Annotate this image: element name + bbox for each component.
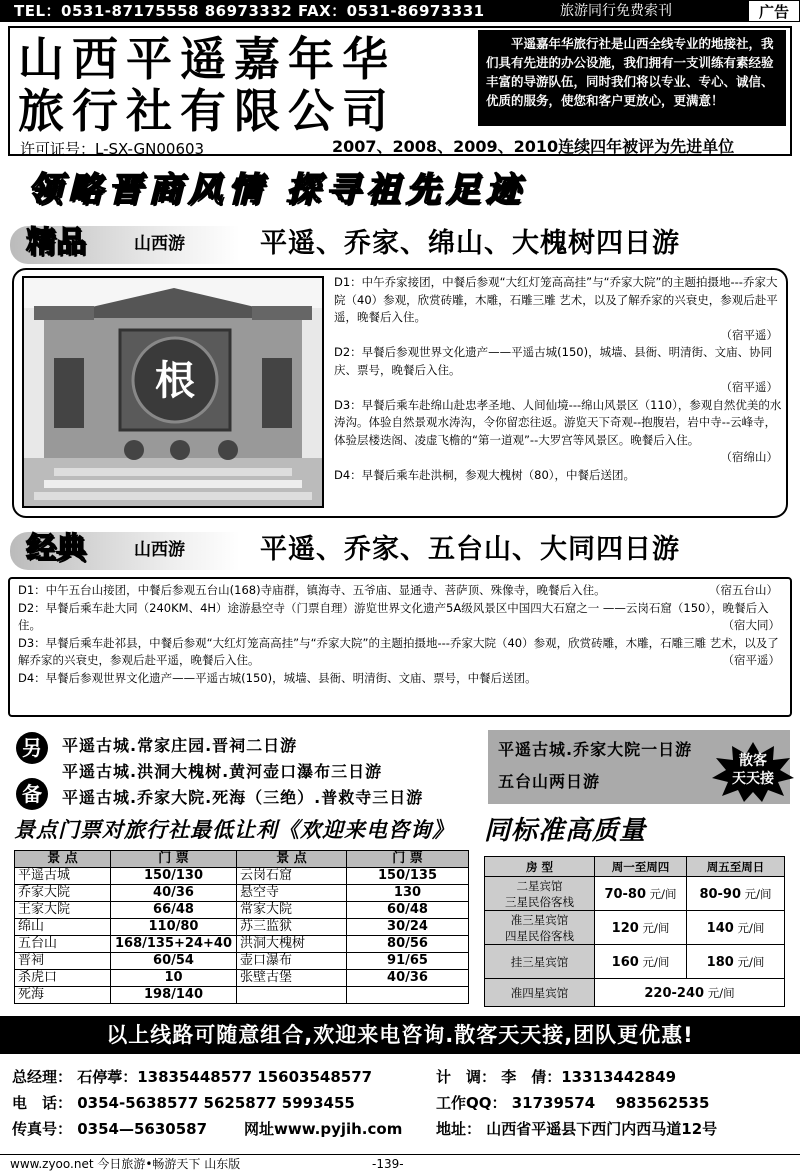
qq-label: 工作QQ： [436,1094,507,1112]
day-stay: （宿大同） [722,618,780,632]
section2-header [10,528,790,572]
contact-address [436,1116,717,1142]
contact-calc [436,1064,676,1090]
spot-name: 张壁古堡 [237,970,347,987]
price-value: 140 [706,920,734,936]
price-unit: 元/间 [707,985,735,1000]
ad-label: 广告 [748,0,800,22]
hotel-row [485,877,785,911]
col-price: 门 票 [347,851,469,868]
ticket-row [15,868,469,885]
section2-title: 平遥、乔家、五台山、大同四日游 [260,534,680,565]
col-spot: 景 点 [15,851,111,868]
hotel-row [485,911,785,945]
company-name-line2: 旅行社有限公司 [18,84,396,138]
company-intro: 平遥嘉年华旅行社是山西全线专业的地接社，我们具有先进的办公设施，我们拥有一支训练有素经验丰富的导游队伍，同时我们将以专业、专心、诚信、优质的服务，使您和客户更放心，更满意！ [478,30,786,126]
room-type-line: 挂三星宾馆 [510,954,569,969]
page-footer [0,1154,800,1172]
day-text: D2：早餐后乘车赴大同（240KM、4H）途游悬空寺（门票自理）游览世界文化遗产5A级风景区中国四大石窟之一 ——云岗石窟（150），晚餐后入住。 [18,600,769,632]
contact-qq [436,1090,709,1116]
ticket-price: 66/48 [111,902,237,919]
day-text: D4：早餐后参观世界文化遗产——平遥古城(150)，城墙、县衙、明清街、文庙、票号，中餐后送团。 [18,670,537,685]
gm-value: 石停葶：13835448577 15603548577 [77,1068,373,1086]
fax-label: 传真号： [12,1120,73,1138]
spot-name: 苏三监狱 [237,919,347,936]
section1-badge-sub: 山西游 [134,234,185,254]
price-unit: 元/间 [642,954,670,969]
price-value: 120 [611,920,639,936]
spot-name: 杀虎口 [15,970,111,987]
ticket-row [15,987,469,1004]
ticket-body [15,868,469,1004]
footer-site: www.zyoo.net 今日旅游•畅游天下 山东版 [10,1157,241,1171]
weekend-price [687,911,785,945]
ticket-price: 60/54 [111,953,237,970]
day-stay: （宿平遥） [722,653,780,667]
room-type [485,945,595,979]
contact-gm [12,1064,372,1090]
ticket-price: 130 [347,885,469,902]
ticket-price [347,987,469,1004]
top-bar [0,0,800,22]
day-text: D1：中午乔家接团，中餐后参观“大红灯笼高高挂”与“乔家大院”的主题拍摄地---乔家大院（40）参观，欣赏砖雕，木雕，石雕三雕 艺术，以及了解乔家的兴衰史，参观后赴平遥，晚餐后入住。 [334,275,778,324]
index-label: 旅游同行免费索刊 [560,3,672,19]
section2-badge: 经典 [26,531,86,566]
ticket-row [15,936,469,953]
day-text: D3：早餐后乘车赴绵山赴忠孝圣地、人间仙境---绵山风景区（110），参观自然优美的水涛沟。体验自然景观水涛沟，令你留恋往返。游览天下奇观--抱腹岩，岩中寺--云峰寺，体验层楼迭阁、凌虚飞檐的“第一道观”--大罗宫等风景区。晚餐后入住。 [334,397,782,447]
room-type [485,877,595,911]
spot-name: 平遥古城 [15,868,111,885]
burst-line: 天天接 [732,771,774,787]
spot-name: 死海 [15,987,111,1004]
tel-value: 0354-5638577 5625877 5993455 [77,1094,355,1112]
spot-name: 悬空寺 [237,885,347,902]
ticket-price: 40/36 [347,970,469,987]
ticket-price: 198/140 [111,987,237,1004]
extra-tour: 平遥古城.洪洞大槐树.黄河壶口瀑布三日游 [62,762,383,781]
section1-badge: 精品 [26,225,86,260]
price-unit: 元/间 [642,920,670,935]
burst-line: 散客 [739,753,767,769]
room-type-line: 三星民俗客栈 [505,894,574,909]
day-stay: （宿平遥） [720,380,778,394]
ticket-price: 150/130 [111,868,237,885]
weekday-price [595,911,687,945]
quality-heading: 同标准高质量 [484,816,647,846]
mark-ling: 另 [16,732,48,764]
ticket-row [15,902,469,919]
itinerary-day [334,344,784,397]
combined-price [595,979,785,1007]
web-value[interactable]: www.pyjih.com [274,1120,403,1138]
starburst-badge [712,742,794,802]
slogan: 领略晋商风情 探寻祖先足迹 [28,170,526,210]
itinerary-day [334,467,784,485]
col-price: 门 票 [111,851,237,868]
award-text: 2007、2008、2009、2010连续四年被评为先进单位 [332,137,735,156]
price-value: 220-240 [644,985,705,1001]
itinerary-day [334,397,784,467]
price-value: 160 [611,954,639,970]
itinerary-day [18,600,786,635]
itinerary-day [334,274,784,344]
addr-label: 地址： [436,1120,482,1138]
col-spot: 景 点 [237,851,347,868]
page-number: -139- [372,1157,404,1171]
section1-itinerary [334,274,784,484]
hotel-table [484,856,785,1007]
col-weekend: 周五至周日 [687,857,785,877]
ticket-price: 150/135 [347,868,469,885]
ticket-price: 80/56 [347,936,469,953]
header-contact: TEL：0531-87175558 86973332 FAX：0531-86973331 [14,2,485,20]
price-value: 180 [706,954,734,970]
day-stay: （宿绵山） [720,450,778,464]
weekday-price [595,877,687,911]
ticket-price: 60/48 [347,902,469,919]
price-value: 80-90 [699,886,742,902]
day-stay: （宿平遥） [720,327,778,342]
weekend-price [687,945,785,979]
ticket-row [15,970,469,987]
section2-badge-sub: 山西游 [134,540,185,560]
contact-fax [12,1116,207,1142]
day-text: D1：中午五台山接团，中餐后参观五台山(168)寺庙群，镇海寺、五爷庙、显通寺、菩萨顶、殊像寺，晚餐后入住。 [18,583,606,597]
hotel-row [485,979,785,1007]
spot-name [237,987,347,1004]
calc-label: 计 调： [436,1068,497,1086]
addr-value: 山西省平遥县下西门内西马道12号 [486,1120,718,1138]
room-type: 准四星宾馆 [485,979,595,1007]
itinerary-day [18,670,786,688]
section1-title: 平遥、乔家、绵山、大槐树四日游 [260,228,680,259]
ticket-header-row [15,851,469,868]
promo-banner: 以上线路可随意组合,欢迎来电咨询.散客天天接,团队更优惠! [0,1016,800,1054]
ticket-price: 168/135+24+40 [111,936,237,953]
ticket-table [14,850,469,1004]
day-text: D4：早餐后乘车赴洪桐，参观大槐树（80），中餐后送团。 [334,467,636,482]
calc-value: 李 倩：13313442849 [501,1068,677,1086]
ticket-row [15,953,469,970]
mark-bei: 备 [16,778,48,810]
web-label: 网址 [244,1120,275,1138]
room-type-line: 准三星宾馆 [510,912,569,927]
spot-name: 洪洞大槐树 [237,936,347,953]
temple-photo-illustration [24,278,322,506]
oneday-tour: 平遥古城.乔家大院一日游 [498,740,693,759]
hotel-row [485,945,785,979]
spot-name: 乔家大院 [15,885,111,902]
spot-name: 五台山 [15,936,111,953]
ticket-table-wrap [14,850,469,1004]
day-text: D3：早餐后乘车赴祁县，中餐后参观“大红灯笼高高挂”与“乔家大院”的主题拍摄地---乔家大院（40）参观，欣赏砖雕，木雕，石雕三雕 艺术，以及了解乔家的兴衰史，参观后赴平遥，晚餐后入住。 [18,635,779,667]
weekday-price [595,945,687,979]
price-unit: 元/间 [737,954,765,969]
spot-name: 常家大院 [237,902,347,919]
ticket-price: 30/24 [347,919,469,936]
itinerary-day [18,582,786,600]
room-type-line: 四星民俗客栈 [505,928,574,943]
col-room-type: 房 型 [485,857,595,877]
ticket-price: 110/80 [111,919,237,936]
extra-tour: 平遥古城.乔家大院.死海（三绝）.普救寺三日游 [62,788,424,807]
spot-name: 王家大院 [15,902,111,919]
weekend-price [687,877,785,911]
ticket-row [15,885,469,902]
company-name-line1: 山西平遥嘉年华 [18,32,396,86]
oneday-tour: 五台山两日游 [498,772,601,791]
hotel-body [485,877,785,1007]
price-value: 70-80 [604,886,647,902]
spot-name: 壶口瀑布 [237,953,347,970]
temple-photo [22,276,324,508]
fax-value: 0354—5630587 [77,1120,208,1138]
room-type-line: 二星宾馆 [516,878,563,893]
photo-character: 根 [155,357,195,404]
day-text: D2：早餐后参观世界文化遗产——平遥古城(150)，城墙、县衙、明清街、文庙、协同庆、票号，晚餐后入住。 [334,345,773,377]
section1-header [10,222,790,266]
extra-tour: 平遥古城.常家庄园.晋祠二日游 [62,736,298,755]
tel-label: 电 话： [12,1094,73,1112]
ticket-price: 91/65 [347,953,469,970]
ticket-price: 10 [111,970,237,987]
itinerary-day [18,635,786,670]
qq-value: 31739574 983562535 [511,1094,710,1112]
price-unit: 元/间 [744,886,772,901]
price-unit: 元/间 [649,886,677,901]
hotel-header-row [485,857,785,877]
contact-web [244,1116,402,1142]
section2-itinerary [18,582,786,687]
day-stay: （宿五台山） [709,583,778,597]
contact-tel [12,1090,355,1116]
price-unit: 元/间 [737,920,765,935]
spot-name: 绵山 [15,919,111,936]
spot-name: 云岗石窟 [237,868,347,885]
ticket-row [15,919,469,936]
ticket-heading: 景点门票对旅行社最低让利《欢迎来电咨询》 [14,818,454,842]
spot-name: 晋祠 [15,953,111,970]
license-number: 许可证号：L-SX-GN00603 [20,140,205,158]
room-type [485,911,595,945]
gm-label: 总经理： [12,1068,73,1086]
ticket-price: 40/36 [111,885,237,902]
hotel-table-wrap [484,856,785,1007]
col-weekday: 周一至周四 [595,857,687,877]
